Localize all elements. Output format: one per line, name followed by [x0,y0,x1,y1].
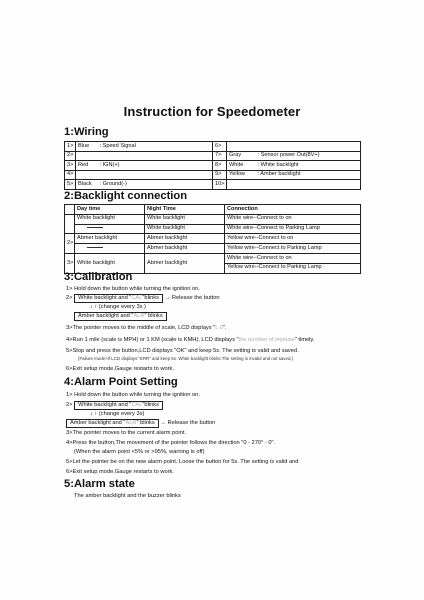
page-title: Instruction for Speedometer [123,104,301,119]
wire-function: : Amber backlight [256,170,361,180]
alarm-state-heading: 5:Alarm state [64,478,135,490]
box-text: "blinks [142,295,159,301]
connection-cell: White wire--Connect to Parking Lamp [225,224,361,234]
day-cell: White backlight [75,214,145,224]
wire-function [256,180,361,190]
table-row [65,214,361,224]
box-text: Amber backlight and " [70,420,126,426]
connection-cell: Yellow wire--Connect to Parking Lamp [225,263,361,273]
wire-function [98,170,213,180]
step-number: 2> [66,402,73,408]
backlight-header-row [65,205,361,215]
alarm-step-3: 3>The pointer moves to the current alarm point. [66,430,186,436]
dash-cell [75,244,145,254]
night-cell: Abmer backlight [145,244,225,254]
table-row [65,170,361,180]
pin-number: 2> [65,151,76,161]
pin-number: 3> [65,161,76,171]
wire-function [98,151,213,161]
day-cell: White backlight [75,253,145,273]
row-index: 2> [65,234,75,254]
connection-cell: Yellow wire--Connect to on [225,234,361,244]
pin-number: 9> [213,170,227,180]
release-text: → Release the button [164,295,220,301]
step-number: 2> [66,295,73,301]
connection-cell: White wire--Connect to on [225,214,361,224]
wire-color [227,180,256,190]
calibration-step-2 [66,294,220,303]
table-row [65,224,361,234]
alarm-step-1: 1> Hold down the button while turning the ignition on. [66,392,200,398]
wire-color [76,170,98,180]
table-row [65,180,361,190]
night-cell: Abmer backlight [145,253,225,273]
header-night: Night Time [145,205,225,215]
box-text: Amber backlight and " [78,313,134,319]
lcd-text: L 0 [215,325,223,331]
alarm-heading: 4:Alarm Point Setting [64,376,178,388]
text: " timely. [294,337,315,343]
calibration-heading: 3:Calibration [64,271,133,283]
table-row [65,244,361,254]
night-cell: White backlight [145,214,225,224]
wire-color: Gray [227,151,256,161]
box-text: "blinks [142,402,159,408]
table-row [65,234,361,244]
wire-color [76,151,98,161]
night-cell: White backlight [145,224,225,234]
pin-number: 7> [213,151,227,161]
table-row [65,142,361,152]
calibration-step-1: 1> Hold down the button while turning the ignition on. [66,286,200,292]
wire-color: Yellow [227,170,256,180]
release-text: → Release the button [160,420,216,426]
box-text: " blinks [144,313,163,319]
alr-code: ALR [125,420,137,426]
white-cal-box [74,401,163,410]
pin-number: 6> [213,142,227,152]
white-cal-box [74,294,163,303]
pin-number: 8> [213,161,227,171]
text: 3>The pointer moves to the middle of scale, LCD displays " [66,325,216,331]
wire-color [227,142,256,152]
pin-number: 4> [65,170,76,180]
cal-code: CAL [131,402,143,408]
wiring-table [64,141,361,190]
failure-mode-note: (Failure mode>If LCD displays "ERR" and keep 5s. White backlight blinks.The setting is invalid and not saved.) [78,356,294,361]
row-index [65,214,75,234]
backlight-table [64,204,361,274]
alr-code: ALR [133,313,145,319]
calibration-step-3 [66,325,227,332]
wiring-heading: 1:Wiring [64,126,109,138]
connection-cell: White wire--Connect to on [225,253,361,263]
wire-function: : Ground(-) [98,180,213,190]
pin-number: 5> [65,180,76,190]
calibration-step-5: 5>Stop and press the button,LCD displays "OK" and keep 5s. The setting is valid and saved. [66,348,299,354]
box-text: White backlight and " [78,295,132,301]
calibration-step-6: 6>Exit setup mode,Gauge restarts to work. [66,366,174,372]
table-row [65,151,361,161]
amber-alr-box [74,312,167,321]
pin-number: 10> [213,180,227,190]
wire-color: White [227,161,256,171]
box-text: " blinks [136,420,155,426]
header-connection: Connection [225,205,361,215]
change-arrows: ↓ ↑ (change every 3s) [90,411,145,417]
connection-cell: Yellow wire--Connect to Parking Lamp [225,244,361,254]
change-arrows: ↓ ↑ (change every 3s ) [90,304,146,310]
day-cell: Abmer backlight [75,234,145,244]
table-row [65,253,361,263]
wire-function: : White backlight [256,161,361,171]
alarm-step-2 [66,401,163,410]
header-index [65,205,75,215]
wire-color: Blue [76,142,98,152]
alarm-step-4: 4>Press the button,The movement of the pointer follows the direction "0 - 270° - 0". [66,440,276,446]
pin-number: 1> [65,142,76,152]
header-day: Day time [75,205,145,215]
table-row [65,161,361,171]
cal-code: CAL [131,295,143,301]
alarm-step-4-note: (When the alarm point <5% or >95%, warning is off) [74,449,205,455]
alarm-step-6: 6>Exit setup mode,Gauge restarts to work. [66,469,174,475]
alarm-state-text: The amber backlight and the buzzer blinks [74,493,181,499]
wire-function: : Speed Signal [98,142,213,152]
backlight-heading: 2:Backlight connection [64,190,188,202]
wire-color: Red [76,161,98,171]
wire-color: Black [76,180,98,190]
night-cell: Abmer backlight [145,234,225,244]
wire-function [256,142,361,152]
text: 4>Run 1 mile (scale is MPH) or 1 KM (scale is KMH), LCD displays " [66,337,239,343]
dash-cell [75,224,145,234]
amber-alr-box [66,419,215,428]
box-text: White backlight and " [78,402,132,408]
text: ". [222,325,227,331]
wire-function: : IGN(+) [98,161,213,171]
alarm-step-5: 5>Let the pointer be on the new alarm point. Loose the button for 5s. The setting is valid and [66,459,299,465]
wire-function: : Sensor power Out(8V+) [256,151,361,161]
row-index: 3> [65,253,75,273]
lcd-text: the number of impluse [238,337,295,343]
calibration-step-4 [66,337,314,344]
